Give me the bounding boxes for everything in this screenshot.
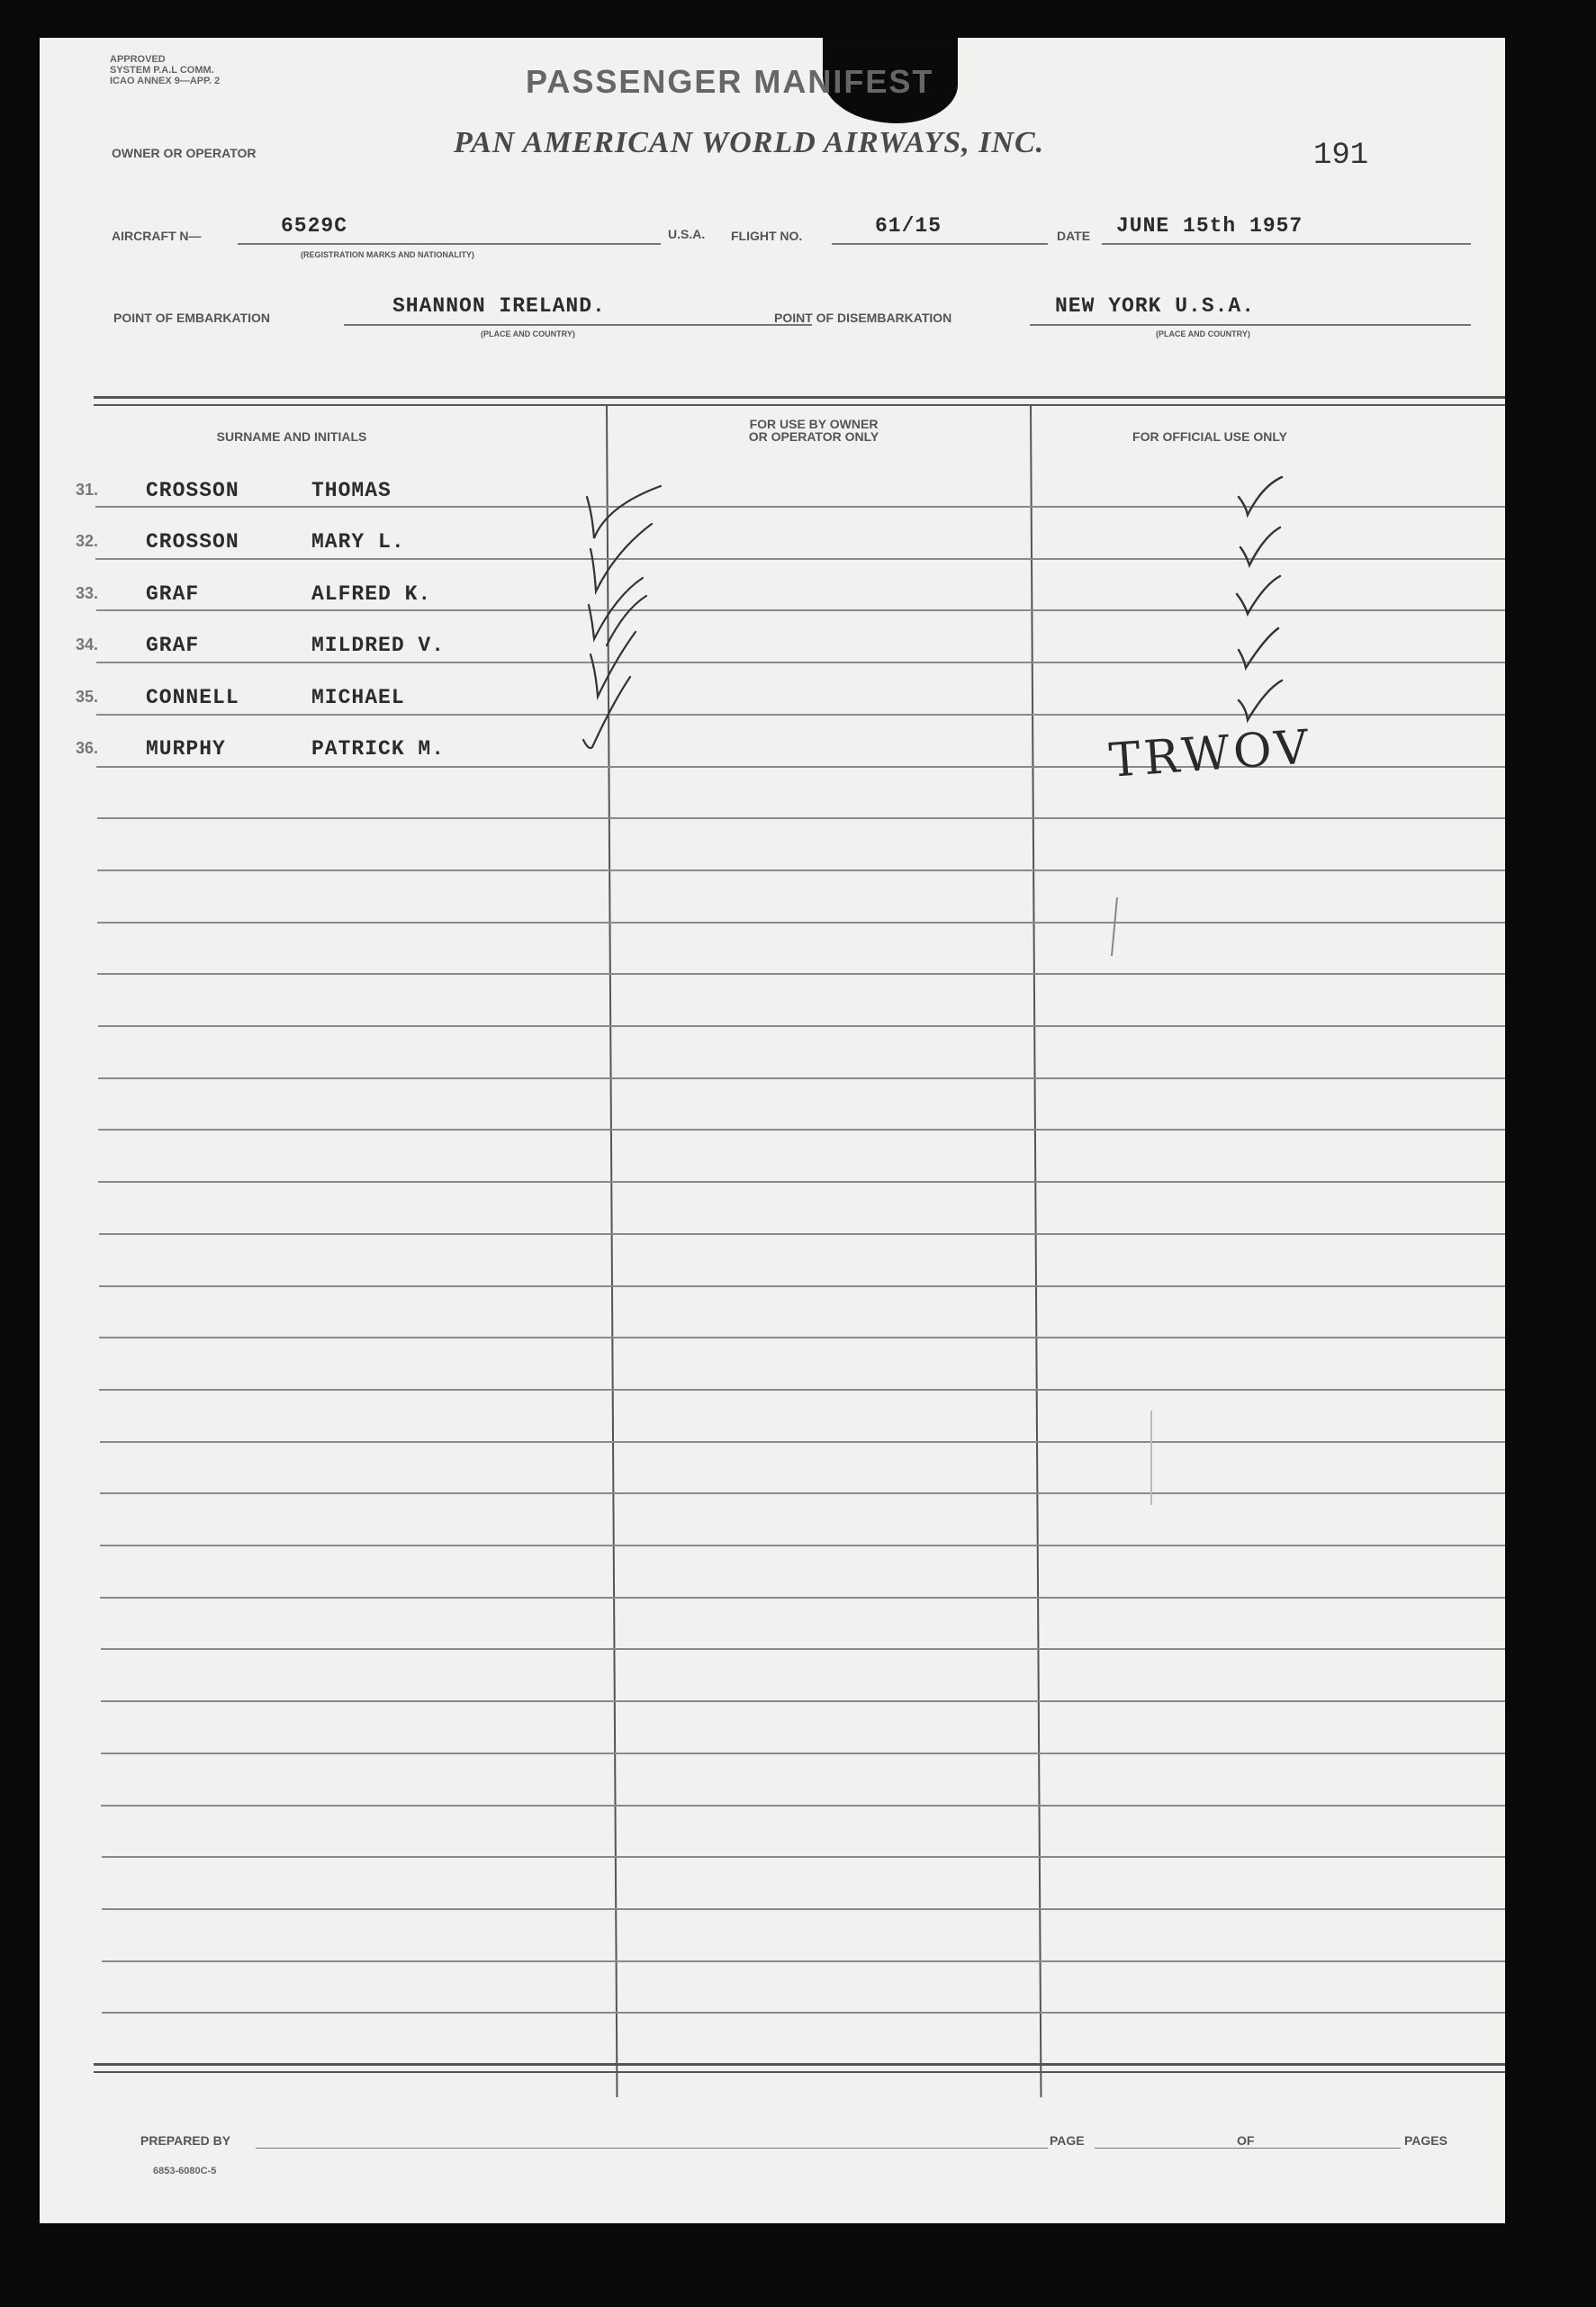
row-rule (99, 1285, 1505, 1287)
pages-label: PAGES (1404, 2133, 1447, 2148)
passenger-given-name: PATRICK M. (311, 737, 446, 761)
row-rule (98, 1077, 1505, 1079)
passenger-surname: CROSSON (146, 479, 239, 502)
row-rule (102, 1908, 1505, 1910)
row-rule (101, 1648, 1506, 1650)
passenger-surname: CROSSON (146, 530, 239, 554)
row-number: 35. (76, 688, 99, 706)
form-title: PASSENGER MANIFEST (526, 63, 934, 100)
row-rule (98, 1025, 1506, 1027)
column-divider (1030, 405, 1041, 2097)
row-rule (99, 1389, 1505, 1391)
approval-note (110, 54, 220, 86)
table-top-rule (94, 396, 1505, 406)
row-number: 34. (76, 635, 99, 653)
disembark-underline (1030, 324, 1471, 326)
row-rule (100, 1492, 1505, 1494)
check-mark-icon (607, 596, 646, 645)
row-rule (97, 817, 1506, 819)
row-rule (100, 1441, 1506, 1443)
row-rule (101, 1700, 1505, 1702)
check-mark-icon (1239, 477, 1282, 515)
flight-underline (832, 243, 1048, 245)
row-rule (102, 1960, 1505, 1962)
row-rule (99, 1233, 1506, 1235)
airline-name: PAN AMERICAN WORLD AIRWAYS, INC. (454, 126, 1045, 159)
prepared-by-label: PREPARED BY (140, 2133, 231, 2148)
flight-value: 61/15 (875, 214, 942, 238)
date-label: DATE (1057, 229, 1091, 243)
passenger-surname: GRAF (146, 582, 200, 606)
row-number: 31. (76, 481, 99, 499)
page-underline (1095, 2148, 1275, 2149)
manifest-sheet (40, 38, 1505, 2223)
check-mark-icon (1239, 628, 1278, 668)
owner-use-header (679, 418, 949, 443)
date-value: JUNE 15th 1957 (1116, 214, 1303, 238)
row-number: 33. (76, 584, 99, 602)
passenger-surname: CONNELL (146, 686, 239, 709)
row-rule (101, 1753, 1505, 1754)
stray-mark (1142, 1406, 1160, 1514)
approval-line: ICAO ANNEX 9—APP. 2 (110, 76, 221, 86)
row-rule (97, 870, 1505, 871)
owner-checkmarks (580, 461, 760, 758)
row-number: 36. (76, 739, 99, 757)
table-bottom-rule (94, 2063, 1505, 2073)
aircraft-underline (238, 243, 661, 245)
passenger-surname: GRAF (146, 634, 200, 657)
embark-value: SHANNON IRELAND. (392, 294, 606, 318)
passenger-surname: MURPHY (146, 737, 226, 761)
passenger-given-name: THOMAS (311, 479, 392, 502)
passenger-given-name: MARY L. (311, 530, 405, 554)
check-mark-icon (1237, 576, 1280, 614)
disembark-label: POINT OF DISEMBARKATION (774, 311, 952, 325)
check-mark-icon (591, 632, 636, 697)
disembark-value: NEW YORK U.S.A. (1055, 294, 1256, 318)
row-rule (99, 1337, 1505, 1338)
registration-note: (REGISTRATION MARKS AND NATIONALITY) (301, 250, 474, 259)
check-mark-icon (591, 524, 652, 591)
official-column-header: FOR OFFICIAL USE ONLY (1132, 429, 1287, 444)
name-column-header: SURNAME AND INITIALS (216, 429, 367, 444)
row-rule (102, 2012, 1505, 2014)
of-underline (1266, 2148, 1401, 2149)
flight-label: FLIGHT NO. (731, 229, 803, 243)
document-number: 191 (1313, 139, 1369, 173)
prepared-by-underline (256, 2148, 1048, 2149)
embark-underline (344, 324, 812, 326)
of-label: OF (1237, 2133, 1255, 2148)
form-code: 6853-6080C-5 (153, 2166, 217, 2176)
row-rule (98, 1129, 1505, 1131)
check-mark-icon (587, 486, 661, 538)
owner-use-header-line: OR OPERATOR ONLY (748, 429, 879, 444)
aircraft-value: 6529C (281, 214, 348, 238)
row-rule (100, 1545, 1505, 1546)
row-rule (97, 973, 1505, 975)
row-rule (102, 1856, 1506, 1858)
passenger-given-name: ALFRED K. (311, 582, 432, 606)
official-checkmarks (1219, 459, 1327, 747)
official-note: TRWOV (1107, 720, 1314, 789)
approval-line: APPROVED (110, 54, 166, 65)
passenger-given-name: MICHAEL (311, 686, 405, 709)
usa-label: U.S.A. (668, 227, 706, 241)
owner-use-header-line: FOR USE BY OWNER (749, 417, 879, 431)
row-rule (97, 922, 1505, 924)
row-number: 32. (76, 532, 99, 550)
approval-line: SYSTEM P.A.L COMM. (110, 65, 214, 76)
page-label: PAGE (1050, 2133, 1085, 2148)
check-mark-icon (583, 677, 630, 748)
row-rule (101, 1805, 1505, 1807)
stray-mark (1106, 893, 1124, 965)
embark-label: POINT OF EMBARKATION (113, 311, 270, 325)
owner-label: OWNER OR OPERATOR (112, 146, 257, 160)
row-rule (100, 1597, 1505, 1599)
place-note: (PLACE AND COUNTRY) (1156, 329, 1250, 338)
passenger-given-name: MILDRED V. (311, 634, 446, 657)
check-mark-icon (1240, 527, 1280, 565)
date-underline (1102, 243, 1471, 245)
aircraft-label: AIRCRAFT N— (112, 229, 202, 243)
place-note: (PLACE AND COUNTRY) (481, 329, 575, 338)
row-rule (98, 1181, 1505, 1183)
check-mark-icon (1239, 680, 1282, 720)
